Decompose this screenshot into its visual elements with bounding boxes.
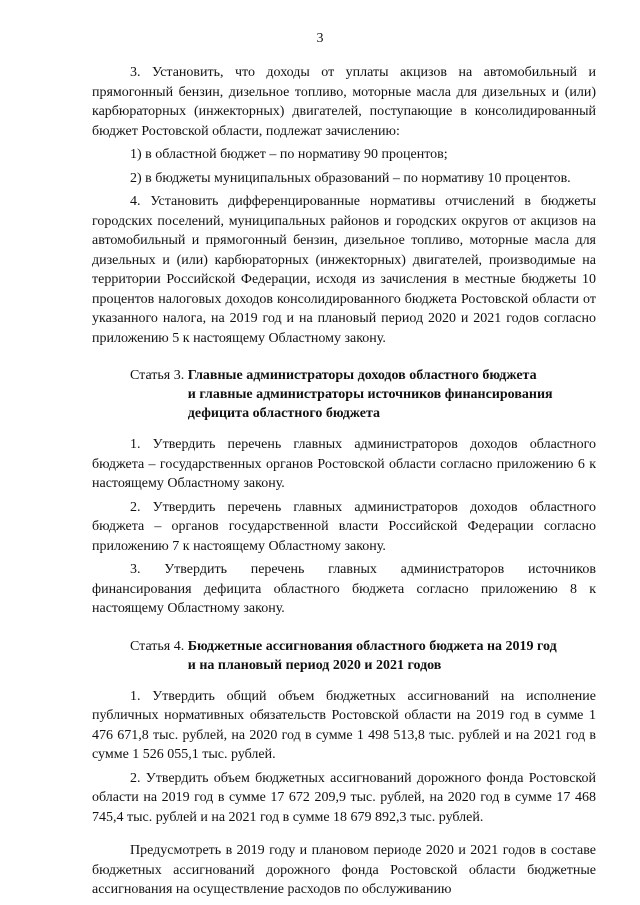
article-3-title-line: дефицита областного бюджета bbox=[187, 406, 381, 421]
page-number: 3 bbox=[316, 31, 324, 46]
article-3-title-line: и главные администраторы источников финансирования bbox=[187, 387, 553, 402]
paragraph-item-3: 3. Установить, что доходы от уплаты акцизов на автомобильный и прямогонный бензин, дизельное топливо, моторные масла для дизельных и (или) карбюраторных (инжекторных) двигателей, поступающие в консолидированный бюджет Ростовской области, подлежат зачислению: bbox=[92, 65, 596, 139]
article-3-heading bbox=[92, 366, 596, 423]
article-3-paragraph-3: 3. Утвердить перечень главных администраторов источников финансирования дефицита областного бюджета согласно приложению 8 к настоящему Областному закону. bbox=[92, 562, 596, 616]
paragraph-item-4: 4. Установить дифференцированные нормативы отчислений в бюджеты городских поселений, муниципальных районов и городских округов от акцизов на автомобильный и прямогонный бензин, дизельное топливо, моторные масла для дизельных и (или) карбюраторных (инжекторных) двигателей, производимые на территории Российской Федерации, исходя из зачисления в местные бюджеты 10 процентов налоговых доходов консолидированного бюджета Ростовской области от указанного налога, на 2019 год и на плановый период 2020 и 2021 годов согласно приложению 5 к настоящему Областному закону. bbox=[92, 194, 596, 346]
article-4-title-line: Бюджетные ассигнования областного бюджета на 2019 год bbox=[187, 638, 557, 654]
article-3-paragraph-2: 2. Утвердить перечень главных администраторов доходов областного бюджета – органов государственной власти Российской Федерации согласно приложению 7 к настоящему Областному закону. bbox=[92, 499, 596, 554]
article-3-title bbox=[188, 366, 553, 423]
article-3-title-line: Главные администраторы доходов областного бюджета bbox=[187, 368, 537, 383]
article-4-heading bbox=[92, 637, 596, 675]
list-item-2: 2) в бюджеты муниципальных образований – по нормативу 10 процентов. bbox=[130, 170, 571, 186]
article-4-title bbox=[188, 637, 557, 675]
article-3-label: Статья 3. bbox=[130, 368, 188, 383]
article-4-title-line: и на плановый период 2020 и 2021 годов bbox=[187, 657, 442, 673]
list-item-1: 1) в областной бюджет – по нормативу 90 процентов; bbox=[130, 147, 448, 162]
article-4-label: Статья 4. bbox=[130, 638, 188, 654]
article-4-paragraph-3: Предусмотреть в 2019 году и плановом периоде 2020 и 2021 годов в составе бюджетных ассигнований дорожного фонда Ростовской области бюджетные ассигнования на осуществление расходов по обслуживанию bbox=[92, 843, 596, 897]
article-4-paragraph-1: 1. Утвердить общий объем бюджетных ассигнований на исполнение публичных нормативных обязательств Ростовской области на 2019 год в сумме 1 476 671,8 тыс. рублей, на 2020 год в сумме 1 498 513,8 тыс. рублей и на 2021 год в сумме 1 526 055,1 тыс. рублей. bbox=[92, 688, 596, 762]
article-3-paragraph-1: 1. Утвердить перечень главных администраторов доходов областного бюджета – государственных органов Ростовской области согласно приложению 6 к настоящему Областному закону. bbox=[92, 437, 596, 491]
article-4-paragraph-2: 2. Утвердить объем бюджетных ассигнований дорожного фонда Ростовской области на 2019 год в сумме 17 672 209,9 тыс. рублей, на 2020 год в сумме 17 468 745,4 тыс. рублей и на 2021 год в сумме 18 679 892,3 тыс. рублей. bbox=[92, 770, 596, 825]
